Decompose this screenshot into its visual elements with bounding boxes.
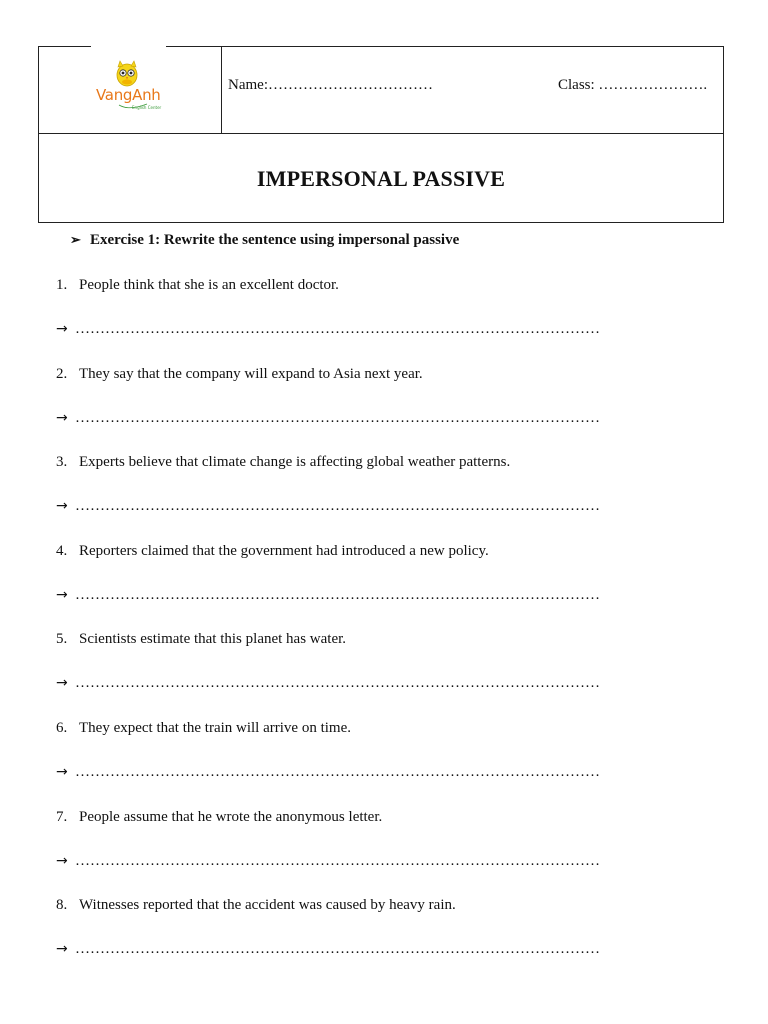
answer-blank[interactable]: ……………………………………………………………………………………………: [75, 321, 600, 337]
worksheet-title: IMPERSONAL PASSIVE: [256, 165, 506, 191]
name-field[interactable]: Name:……………………………: [228, 77, 433, 93]
answer-line[interactable]: [56, 587, 600, 604]
right-arrow-icon: →: [56, 675, 68, 691]
answer-blank[interactable]: ……………………………………………………………………………………………: [75, 675, 600, 691]
question-text: They expect that the train will arrive on time.: [79, 720, 351, 736]
answer-line[interactable]: [56, 764, 600, 781]
question-item: [56, 454, 510, 471]
answer-blank[interactable]: ……………………………………………………………………………………………: [75, 941, 600, 957]
question-text: Witnesses reported that the accident was caused by heavy rain.: [79, 897, 456, 913]
answer-blank[interactable]: ……………………………………………………………………………………………: [75, 587, 600, 603]
arrowhead-bullet-icon: ➢: [70, 232, 81, 247]
answer-line[interactable]: [56, 321, 600, 338]
answer-line[interactable]: [56, 498, 600, 515]
right-arrow-icon: →: [56, 321, 68, 337]
question-item: [56, 631, 346, 648]
class-field[interactable]: Class: ………………….: [558, 77, 708, 93]
answer-blank[interactable]: ……………………………………………………………………………………………: [75, 764, 600, 780]
answer-blank[interactable]: ……………………………………………………………………………………………: [75, 410, 600, 426]
question-item: [56, 897, 456, 914]
logo-cell: [39, 47, 222, 133]
answer-line[interactable]: [56, 410, 600, 427]
svg-text:English Center: English Center: [132, 105, 162, 110]
question-text: They say that the company will expand to Asia next year.: [79, 366, 423, 382]
header-info-row: [39, 47, 723, 134]
right-arrow-icon: →: [56, 498, 68, 514]
question-number: 6.: [56, 720, 68, 736]
answer-blank[interactable]: ……………………………………………………………………………………………: [75, 853, 600, 869]
question-number: 3.: [56, 454, 68, 470]
question-text: Scientists estimate that this planet has water.: [79, 631, 347, 647]
right-arrow-icon: →: [56, 853, 68, 869]
answer-line[interactable]: [56, 853, 600, 870]
question-item: [56, 809, 382, 826]
question-item: [56, 277, 339, 294]
question-item: [56, 720, 351, 737]
question-item: [56, 543, 489, 560]
vang-anh-logo: [89, 55, 167, 117]
question-text: Reporters claimed that the government had introduced a new policy.: [79, 543, 489, 559]
answer-line[interactable]: [56, 675, 600, 692]
svg-text:VangAnh: VangAnh: [96, 86, 161, 104]
right-arrow-icon: →: [56, 764, 68, 780]
question-number: 2.: [56, 366, 68, 382]
question-text: People assume that he wrote the anonymous letter.: [79, 809, 383, 825]
exercise-heading-text: Exercise 1: Rewrite the sentence using impersonal passive: [90, 232, 460, 248]
answer-blank[interactable]: ……………………………………………………………………………………………: [75, 498, 600, 514]
header-table: [38, 46, 724, 223]
question-number: 8.: [56, 897, 68, 913]
answer-line[interactable]: [56, 941, 600, 958]
question-number: 5.: [56, 631, 68, 647]
question-text: People think that she is an excellent doctor.: [79, 277, 339, 293]
right-arrow-icon: →: [56, 941, 68, 957]
question-number: 4.: [56, 543, 68, 559]
question-item: [56, 366, 423, 383]
question-number: 7.: [56, 809, 68, 825]
right-arrow-icon: →: [56, 410, 68, 426]
question-text: Experts believe that climate change is affecting global weather patterns.: [79, 454, 511, 470]
exercise-heading: [70, 232, 459, 249]
right-arrow-icon: →: [56, 587, 68, 603]
question-number: 1.: [56, 277, 68, 293]
